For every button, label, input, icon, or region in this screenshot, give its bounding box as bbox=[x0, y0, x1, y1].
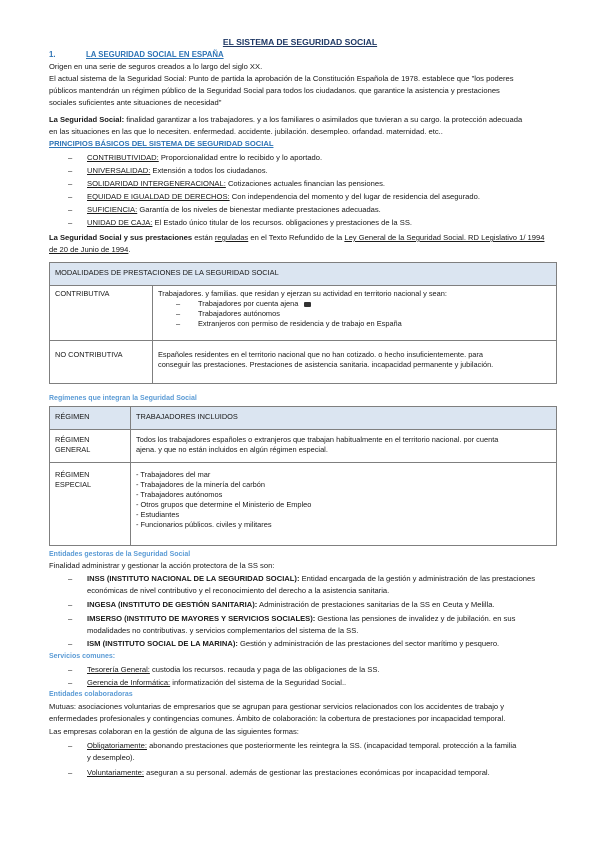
briefcase-icon bbox=[304, 302, 311, 307]
list-bullet: – bbox=[68, 614, 73, 623]
list-item bbox=[87, 741, 516, 751]
principle-text: Con independencia del momento y del lugar de residencia del asegurado. bbox=[229, 192, 480, 201]
modality-intro: Trabajadores. y familias. que residan y ejerzan su actividad en territorio nacional y sean: bbox=[158, 289, 447, 298]
list-item bbox=[87, 205, 381, 215]
section-title: LA SEGURIDAD SOCIAL EN ESPAÑA bbox=[86, 50, 224, 59]
regulation-end: . bbox=[128, 245, 131, 254]
service-text: informatización del sistema de la Seguridad Social.. bbox=[170, 678, 347, 687]
modalities-table bbox=[49, 262, 557, 384]
intro-origin: Origen en una serie de seguros creados a lo largo del siglo XX. bbox=[49, 62, 263, 71]
modality-text: Españoles residentes en el territorio nacional que no han cotizado. o hecho insuficientemente. para bbox=[158, 350, 483, 359]
list-item bbox=[158, 309, 551, 319]
regulation-text: están bbox=[192, 233, 215, 242]
list-item bbox=[87, 639, 499, 649]
entity-text: Gestiona las pensiones de invalidez y de jubilación. en sus bbox=[315, 614, 516, 623]
entity-text: Administración de prestaciones sanitarias de la SS en Ceuta y Melilla. bbox=[257, 600, 495, 609]
page-title: EL SISTEMA DE SEGURIDAD SOCIAL bbox=[222, 37, 378, 47]
common-services-heading: Servicios comunes: bbox=[49, 653, 116, 660]
managing-entities-intro: Finalidad administrar y gestionar la acción protectora de la SS son: bbox=[49, 561, 275, 570]
regulation-subject: La Seguridad Social y sus prestaciones bbox=[49, 233, 193, 242]
list-item-continuation: económicas de nivel contributivo y el reconocimiento del derecho a la asistencia sanitaria. bbox=[87, 586, 390, 595]
list-item bbox=[87, 768, 490, 778]
regulation-text: en el Texto Refundido de la bbox=[248, 233, 345, 242]
list-bullet: – bbox=[68, 166, 73, 175]
entity-name: INSS (INSTITUTO NACIONAL DE LA SEGURIDAD SOCIAL): bbox=[87, 574, 300, 583]
ss-definition-term: La Seguridad Social: bbox=[49, 115, 125, 124]
list-bullet: – bbox=[176, 309, 181, 318]
regime-text: ajena. y que no están incluidos en algún régimen especial. bbox=[136, 445, 328, 454]
list-bullet: – bbox=[176, 299, 181, 308]
list-item bbox=[87, 614, 515, 624]
regime-name: RÉGIMEN GENERAL bbox=[50, 430, 131, 463]
modality-name: CONTRIBUTIVA bbox=[50, 286, 153, 341]
regime-workers bbox=[131, 430, 557, 463]
regulation-law: Ley General de la Seguridad Social. RD Legislativo 1/ 1994 bbox=[344, 233, 545, 242]
principle-term: UNIVERSALIDAD: bbox=[87, 166, 151, 175]
mode-text: abonando prestaciones que posteriormente les reintegra la SS. (incapacidad temporal. protección a la familia bbox=[146, 741, 517, 750]
list-item bbox=[87, 678, 346, 688]
modality-name: NO CONTRIBUTIVA bbox=[50, 341, 153, 384]
mode-name: Voluntariamente: bbox=[87, 768, 144, 777]
regime-workers bbox=[131, 463, 557, 546]
principle-text: Extensión a todos los ciudadanos. bbox=[150, 166, 268, 175]
companies-intro: Las empresas colaboran en la gestión de alguna de las siguientes formas: bbox=[49, 727, 299, 736]
service-text: custodia los recursos. recauda y paga de las obligaciones de la SS. bbox=[149, 665, 380, 674]
principle-term: CONTRIBUTIVIDAD: bbox=[87, 153, 159, 162]
regulation-line-1 bbox=[49, 233, 544, 243]
list-item: - Trabajadores de la minería del carbón bbox=[136, 480, 265, 489]
principle-text: El Estado único titular de los recursos. obligaciones y prestaciones de la SS. bbox=[152, 218, 412, 227]
mode-name: Obligatoriamente: bbox=[87, 741, 147, 750]
list-item-text: Extranjeros con permiso de residencia y de trabajo en España bbox=[198, 319, 402, 328]
list-item bbox=[87, 179, 385, 189]
table-row bbox=[50, 286, 557, 341]
entity-name: ISM (INSTITUTO SOCIAL DE LA MARINA): bbox=[87, 639, 238, 648]
modalities-header: MODALIDADES DE PRESTACIONES DE LA SEGURIDAD SOCIAL bbox=[50, 263, 557, 286]
list-item: - Otros grupos que determine el Ministerio de Empleo bbox=[136, 500, 312, 509]
regulation-line-2 bbox=[49, 245, 131, 255]
list-item-text: Trabajadores por cuenta ajena bbox=[198, 299, 299, 308]
ss-definition-line-2: en las situaciones en las que lo necesiten. enfermedad. accidente. jubilación. desempleo. orfandad. maternidad. etc.. bbox=[49, 127, 443, 136]
list-item bbox=[87, 574, 535, 584]
principle-term: UNIDAD DE CAJA: bbox=[87, 218, 153, 227]
regimes-col-header: RÉGIMEN bbox=[50, 407, 131, 430]
list-item bbox=[158, 299, 551, 309]
table-row bbox=[50, 341, 557, 384]
principle-text: Garantía de los niveles de bienestar mediante prestaciones adecuadas. bbox=[137, 205, 381, 214]
entity-text: Entidad encargada de la gestión y administración de las prestaciones bbox=[299, 574, 536, 583]
ss-definition-text: finalidad garantizar a los trabajadores. y a los familiares o asimilados que tuvieran a su cargo. la protección adecuada bbox=[124, 115, 523, 124]
modality-description bbox=[153, 341, 557, 384]
modality-description bbox=[153, 286, 557, 341]
regulation-date: de 20 de Junio de 1994 bbox=[49, 245, 129, 254]
list-bullet: – bbox=[68, 665, 73, 674]
intro-line-2: públicos mantendrán un régimen público de la Seguridad Social para todos los ciudadanos. que garantice la asistencia y prestaciones bbox=[49, 86, 500, 95]
mutuas-line-1: Mutuas: asociaciones voluntarias de empresarios que se agrupan para gestionar servicios relacionados con los accidentes de trabajo y bbox=[49, 702, 505, 711]
intro-line-1: El actual sistema de la Seguridad Social: Punto de partida la aprobación de la Constitución Española de 1978. establece que "los poderes bbox=[49, 74, 514, 83]
list-bullet: – bbox=[68, 768, 73, 777]
list-item bbox=[87, 218, 412, 228]
regimes-table bbox=[49, 406, 557, 546]
list-item-continuation: y desempleo). bbox=[87, 753, 135, 762]
list-bullet: – bbox=[176, 319, 181, 328]
principle-term: SUFICIENCIA: bbox=[87, 205, 138, 214]
list-bullet: – bbox=[68, 205, 73, 214]
list-bullet: – bbox=[68, 192, 73, 201]
ss-definition-line-1 bbox=[49, 115, 522, 125]
list-item bbox=[87, 153, 322, 163]
service-name: Tesorería General: bbox=[87, 665, 150, 674]
intro-line-3: sociales suficientes ante situaciones de necesidad" bbox=[49, 98, 222, 107]
table-row bbox=[50, 463, 557, 546]
service-name: Gerencia de Informática: bbox=[87, 678, 171, 687]
principle-term: SOLIDARIDAD INTERGENERACIONAL: bbox=[87, 179, 226, 188]
list-item bbox=[158, 319, 551, 329]
regulation-verb: reguladas bbox=[214, 233, 249, 242]
list-bullet: – bbox=[68, 153, 73, 162]
entity-text: Gestión y administración de las prestaciones del sector marítimo y pesquero. bbox=[237, 639, 500, 648]
table-row bbox=[50, 263, 557, 286]
list-item: - Trabajadores autónomos bbox=[136, 490, 223, 499]
principle-text: Cotizaciones actuales financian las pensiones. bbox=[225, 179, 385, 188]
regimes-col-header: TRABAJADORES INCLUIDOS bbox=[131, 407, 557, 430]
list-bullet: – bbox=[68, 600, 73, 609]
list-item-text: Trabajadores autónomos bbox=[198, 309, 280, 318]
mode-text: aseguran a su personal. además de gestionar las prestaciones económicas por incapacidad temporal. bbox=[144, 768, 490, 777]
section-number: 1. bbox=[49, 50, 56, 59]
list-item: - Estudiantes bbox=[136, 510, 180, 519]
table-row bbox=[50, 407, 557, 430]
entity-name: INGESA (INSTITUTO DE GESTIÓN SANITARIA): bbox=[87, 600, 258, 609]
principles-heading: PRINCIPIOS BÁSICOS DEL SISTEMA DE SEGURIDAD SOCIAL bbox=[49, 139, 274, 148]
modality-text: conseguir las prestaciones. Prestaciones de asistencia sanitaria. incapacidad permanente y jubilación. bbox=[158, 360, 494, 369]
list-bullet: – bbox=[68, 678, 73, 687]
list-item-continuation: modalidades no contributivas. y servicios complementarios del sistema de la SS. bbox=[87, 626, 359, 635]
principle-text: Proporcionalidad entre lo recibido y lo aportado. bbox=[158, 153, 323, 162]
list-item bbox=[87, 600, 495, 610]
principle-term: EQUIDAD E IGUALDAD DE DERECHOS: bbox=[87, 192, 230, 201]
list-item: - Funcionarios públicos. civiles y militares bbox=[136, 520, 272, 529]
list-bullet: – bbox=[68, 741, 73, 750]
list-bullet: – bbox=[68, 574, 73, 583]
table-row bbox=[50, 430, 557, 463]
list-bullet: – bbox=[68, 218, 73, 227]
list-item bbox=[87, 192, 480, 202]
regimes-heading: Regímenes que integran la Seguridad Social bbox=[49, 395, 197, 402]
regime-text: Todos los trabajadores españoles o extranjeros que trabajan habitualmente en el territorio nacional. por cuenta bbox=[136, 435, 499, 444]
mutuas-line-2: enfermedades profesionales y contingencias comunes. Ámbito de colaboración: la cobertura de prestaciones por incapacidad temporal. bbox=[49, 714, 506, 723]
list-bullet: – bbox=[68, 639, 73, 648]
regime-name: RÉGIMEN ESPECIAL bbox=[50, 463, 131, 546]
managing-entities-heading: Entidades gestoras de la Seguridad Social bbox=[49, 551, 191, 558]
list-item bbox=[87, 665, 380, 675]
list-item bbox=[87, 166, 268, 176]
list-item: - Trabajadores del mar bbox=[136, 470, 211, 479]
list-bullet: – bbox=[68, 179, 73, 188]
entity-name: IMSERSO (INSTITUTO DE MAYORES Y SERVICIOS SOCIALES): bbox=[87, 614, 316, 623]
collaborating-entities-heading: Entidades colaboradoras bbox=[49, 691, 133, 698]
